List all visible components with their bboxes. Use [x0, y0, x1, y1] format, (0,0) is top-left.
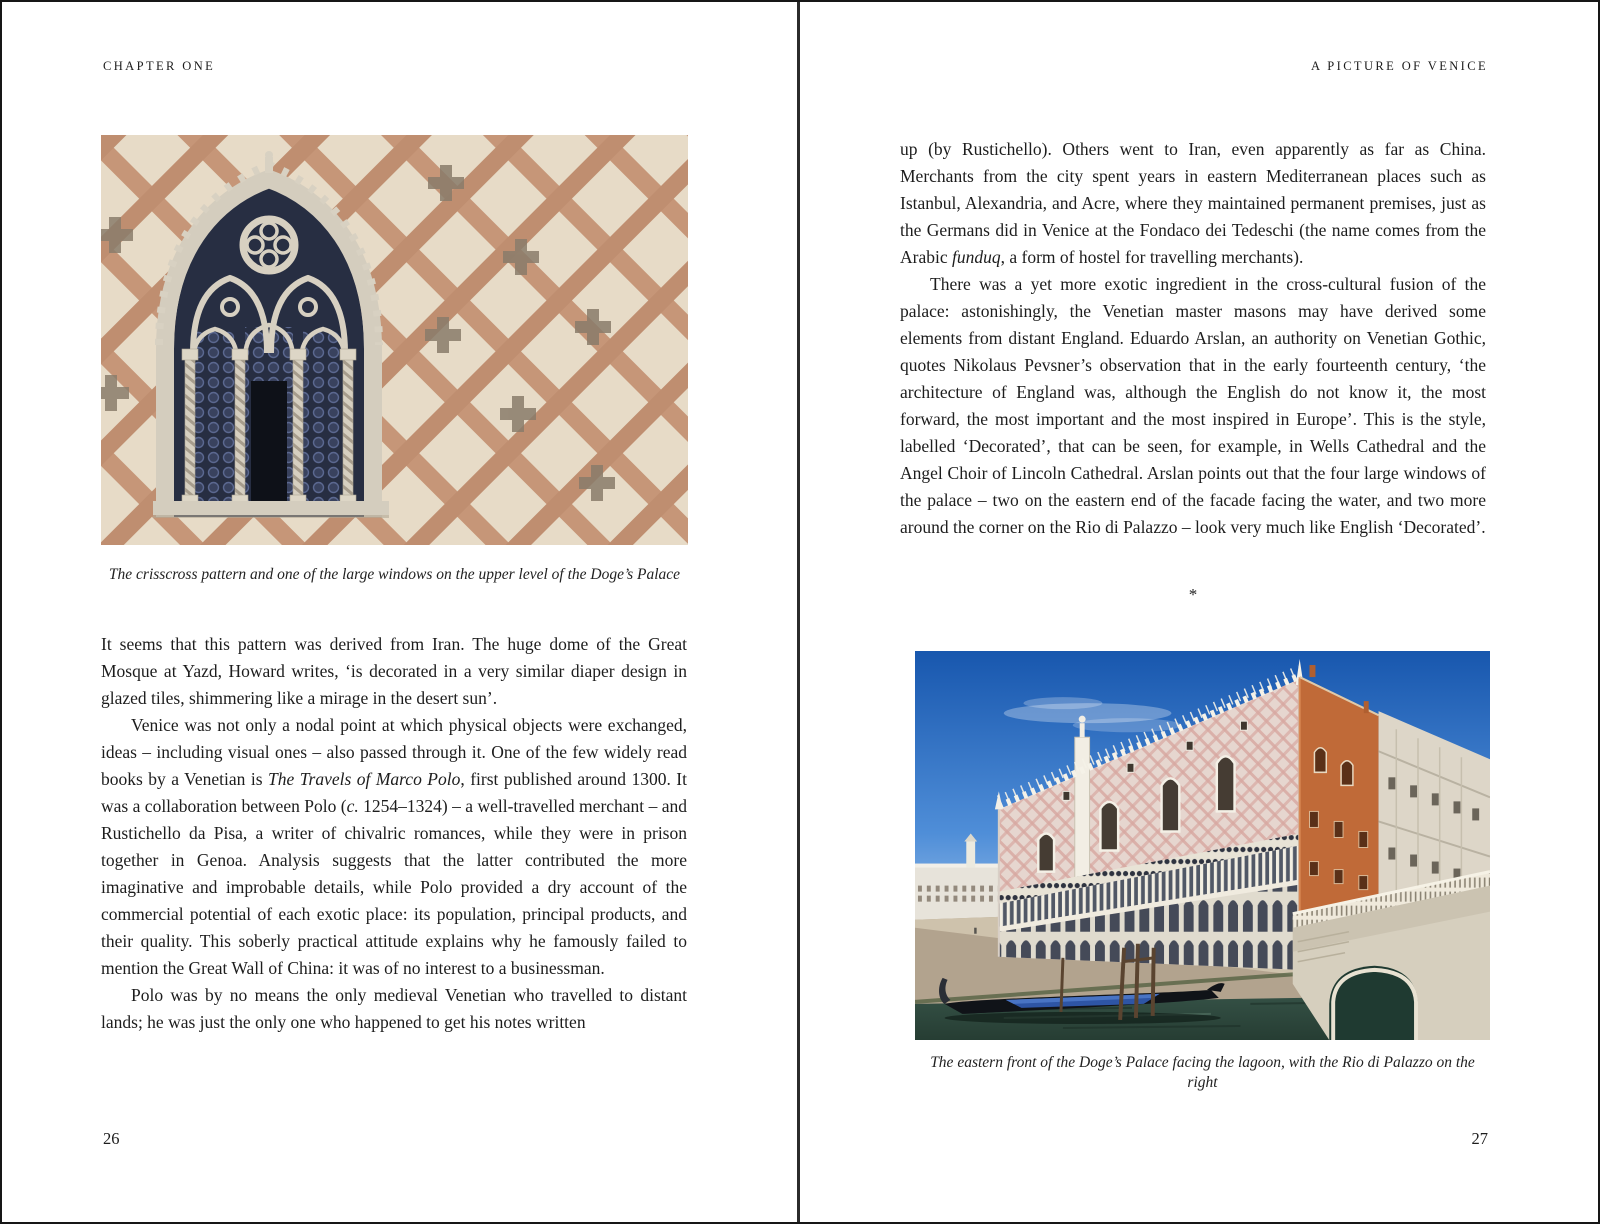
paragraph: There was a yet more exotic ingredient in the cross-cultural fusion of the palace: astonishingly, the Venetian master masons may have derived some elements from distant England. Eduardo Arslan, an authority on Venetian Gothic, quotes Nikolaus Pevsner’s observation that in the early fourteenth century, ‘the architecture of England was, although the English do not know it, the most forward, the most important and the most inspired in Europe’. This is the style, labelled ‘Decorated’, that can be seen, for example, in Wells Cathedral and the Angel Choir of Lincoln Cathedral. Arslan points out that the four large windows of the palace – two on the eastern end of the facade facing the water, and two more around the corner on the Rio di Palazzo – look very much like English ‘Decorated’. [900, 274, 1486, 537]
running-header-right: A PICTURE OF VENICE [1311, 59, 1488, 73]
section-divider-asterisk: * [1188, 585, 1198, 604]
left-page [2, 2, 797, 1222]
figure-caption-left: The crisscross pattern and one of the large windows on the upper level of the Doge’s Palace [108, 566, 681, 583]
running-header-left: CHAPTER ONE [103, 59, 216, 73]
paragraph: Polo was by no means the only medieval Venetian who travelled to distant lands; he was just the only one who happened to get his notes written [101, 985, 687, 1032]
right-page [800, 2, 1598, 1222]
figure-caption-right: The eastern front of the Doge’s Palace facing the lagoon, with the Rio di Palazzo on the right [930, 1054, 1475, 1091]
left-body-text [101, 631, 687, 1036]
page-number-left: 26 [103, 1129, 120, 1148]
gothic-window-photo [101, 135, 688, 545]
paragraph: It seems that this pattern was derived from Iran. The huge dome of the Great Mosque at Yazd, Howard writes, ‘is decorated in a very similar diaper design in glazed tiles, shimmering like a mirage in the desert sun’. [101, 634, 687, 708]
orange-brick-building [1300, 665, 1379, 922]
right-body-text [900, 136, 1486, 541]
page-number-right: 27 [1471, 1129, 1488, 1148]
paragraph: up (by Rustichello). Others went to Iran, even apparently as far as China. Merchants from the city spent years in eastern Mediterranean places such as Istanbul, Alexandria, and Acre, where they maintained permanent premises, just as the Germans did in Venice at the Fondaco dei Tedeschi (the name comes from the Arabic funduq, a form of hostel for travelling merchants). [900, 139, 1486, 267]
doges-palace-illustration [915, 651, 1490, 1040]
doges-palace-photo [915, 651, 1490, 1040]
paragraph: Venice was not only a nodal point at which physical objects were exchanged, ideas – including visual ones – also passed through it. One of the few widely read books by a Venetian is The Travels of Marco Polo, first published around 1300. It was a collaboration between Polo (c. 1254–1324) – a well-travelled merchant – and Rustichello da Pisa, a writer of chivalric romances, while they were in prison together in Genoa. Analysis suggests that the latter contributed the more imaginative and improbable details, while Polo provided a dry account of the commercial potential of each exotic place: its population, principal products, and their quality. This soberly practical attitude explains why he famously failed to mention the Great Wall of China: it was of no interest to a businessman. [101, 715, 688, 978]
gothic-window-illustration [101, 135, 688, 545]
